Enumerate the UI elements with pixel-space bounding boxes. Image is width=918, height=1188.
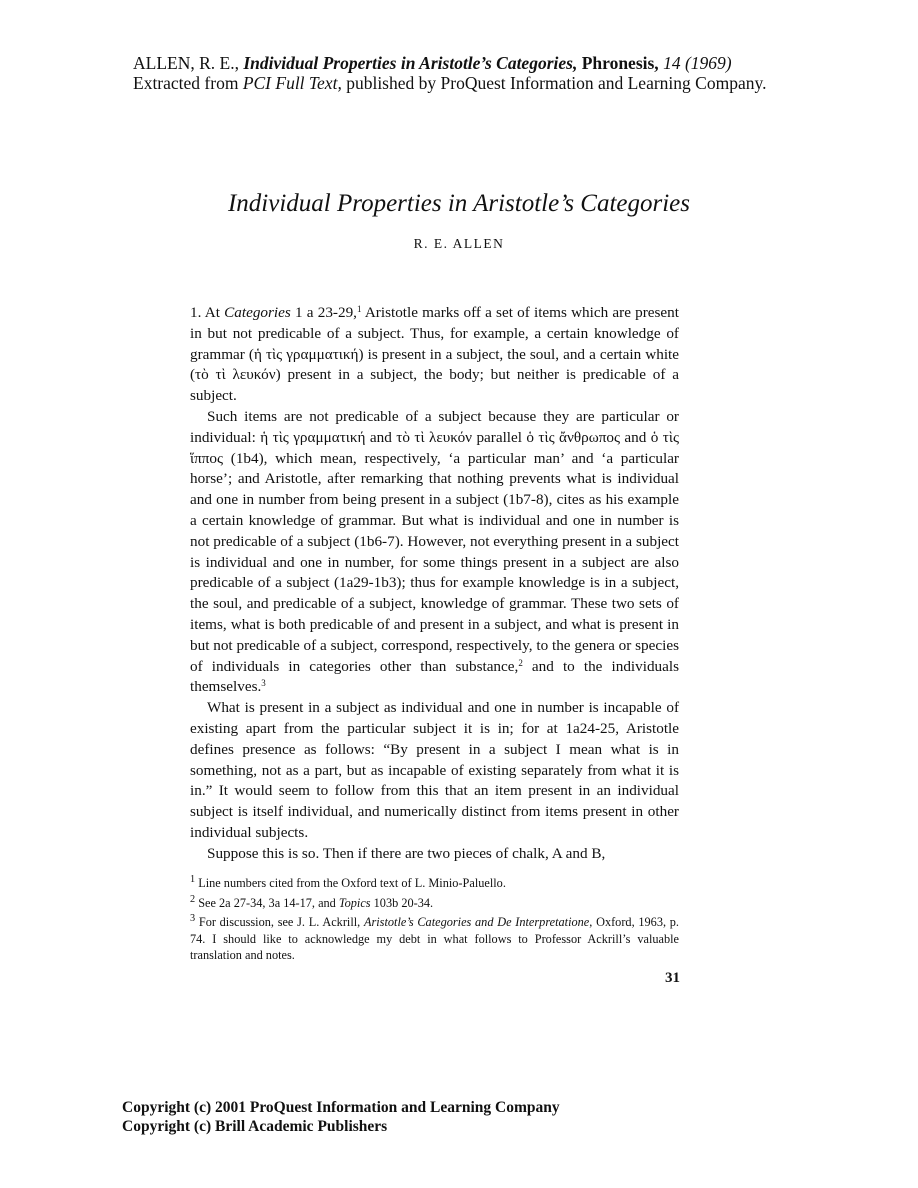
footnote-3-number: 3 bbox=[190, 913, 196, 925]
footnote-2-number: 2 bbox=[190, 893, 196, 905]
footnote-3-tail: , Oxford, 1963, p. 74. I should like to acknowledge my debt in what follows to Professor Ackrill’s valuable translation and notes. bbox=[190, 915, 679, 963]
paragraph-1 bbox=[190, 303, 679, 407]
categories-italic: Categories bbox=[224, 304, 291, 321]
citation-line-1 bbox=[133, 53, 766, 73]
footnote-ref-3[interactable]: 3 bbox=[261, 678, 266, 689]
article-title: Individual Properties in Aristotle’s Categories bbox=[227, 190, 691, 217]
paragraph-1-ref: 1 a 23-29, bbox=[290, 304, 357, 321]
footnote-2-text: See 2a 27-34, 3a 14-17, and bbox=[195, 895, 339, 910]
paragraph-1-text: Aristotle marks off a set of items which are present in but not predicable of a subject. Thus, for example, a certain knowledge of grammar (ἡ τὶς γραμματική) is present in a subject, the soul, and a certain white (τὸ τὶ λευκόν) present in a subject, the body; but neither is predicable of a subject. bbox=[190, 304, 679, 405]
paragraph-3: What is present in a subject as individual and one in number is incapable of existing apart from the particular subject it is in; for at 1a24-25, Aristotle defines presence as follows: “By present in a subject I mean what is in something, not as a part, but as incapable of existing separately from what it is in.” It would seem to follow from this that an item present in an individual subject is itself individual, and numerically distinct from items present in other individual subjects. bbox=[190, 699, 679, 841]
page-number: 31 bbox=[665, 970, 680, 986]
paragraph-4: Suppose this is so. Then if there are two pieces of chalk, A and B, bbox=[207, 844, 606, 862]
footnote-3-text: For discussion, see J. L. Ackrill, bbox=[195, 915, 364, 930]
footnote-ref-2[interactable]: 2 bbox=[518, 657, 523, 668]
citation-source: PCI Full Text, bbox=[242, 73, 342, 93]
paragraph-2-tail: and to the individuals themselves. bbox=[190, 657, 680, 696]
footnote-2-topics: Topics bbox=[338, 895, 371, 910]
article-author: R. E. ALLEN bbox=[413, 236, 505, 251]
paragraph-1-lead: 1. At bbox=[190, 304, 225, 321]
footnotes bbox=[190, 872, 679, 964]
footnote-1-number: 1 bbox=[190, 874, 196, 885]
citation-title: Individual Properties in Aristotle’s Categories, bbox=[243, 53, 578, 73]
citation-header bbox=[133, 53, 766, 93]
citation-line-2 bbox=[133, 73, 766, 93]
footnote-2 bbox=[190, 892, 679, 912]
footnote-3 bbox=[190, 911, 679, 964]
footnote-1 bbox=[190, 872, 679, 892]
footnote-ref-1[interactable]: 1 bbox=[356, 304, 362, 314]
citation-prefix: Extracted from bbox=[133, 73, 243, 93]
article-body bbox=[190, 303, 679, 865]
footnote-1-text: Line numbers cited from the Oxford text of L. Minio-Paluello. bbox=[195, 876, 506, 891]
citation-author: ALLEN, R. E., bbox=[133, 53, 244, 73]
citation-journal: Phronesis, bbox=[577, 53, 659, 73]
citation-suffix: published by ProQuest Information and Learning Company. bbox=[341, 73, 767, 93]
copyright-line-2: Copyright (c) Brill Academic Publishers bbox=[122, 1118, 388, 1135]
footnote-3-book-title: Aristotle’s Categories and De Interpretatione bbox=[363, 915, 590, 930]
copyright-line-1: Copyright (c) 2001 ProQuest Information and Learning Company bbox=[122, 1099, 560, 1116]
paragraph-2-text: Such items are not predicable of a subject because they are particular or individual: ἡ τὶς γραμματική and τὸ τὶ λευκόν parallel ὁ τὶς ἄνθρωπος and ὁ τὶς ἵππος (1b4), which mean, respectively, ‘a particular man’ and ‘a particular horse’; and Aristotle, after remarking that nothing prevents what is individual and one in number from being present in a subject (1b7-8), cites as his example a certain knowledge of grammar. But what is individual and one in number is not predicable of a subject (1b6-7). However, not everything present in a subject is individual and one in number, for some things present in a subject are also predicable of a subject (1a29-1b3); thus for example knowledge is in a subject, the soul, and predicable of a subject, knowledge of grammar. These two sets of items, what is both predicable of and present in a subject, and what is present in but not predicable of a subject, correspond, respectively, to the genera or species of individuals in categories other than substance, bbox=[190, 407, 679, 675]
footnote-2-tail: 103b 20-34. bbox=[370, 895, 434, 910]
copyright-notice bbox=[122, 1098, 560, 1136]
citation-volume: 14 (1969) bbox=[658, 53, 732, 73]
paragraph-2 bbox=[190, 407, 679, 698]
